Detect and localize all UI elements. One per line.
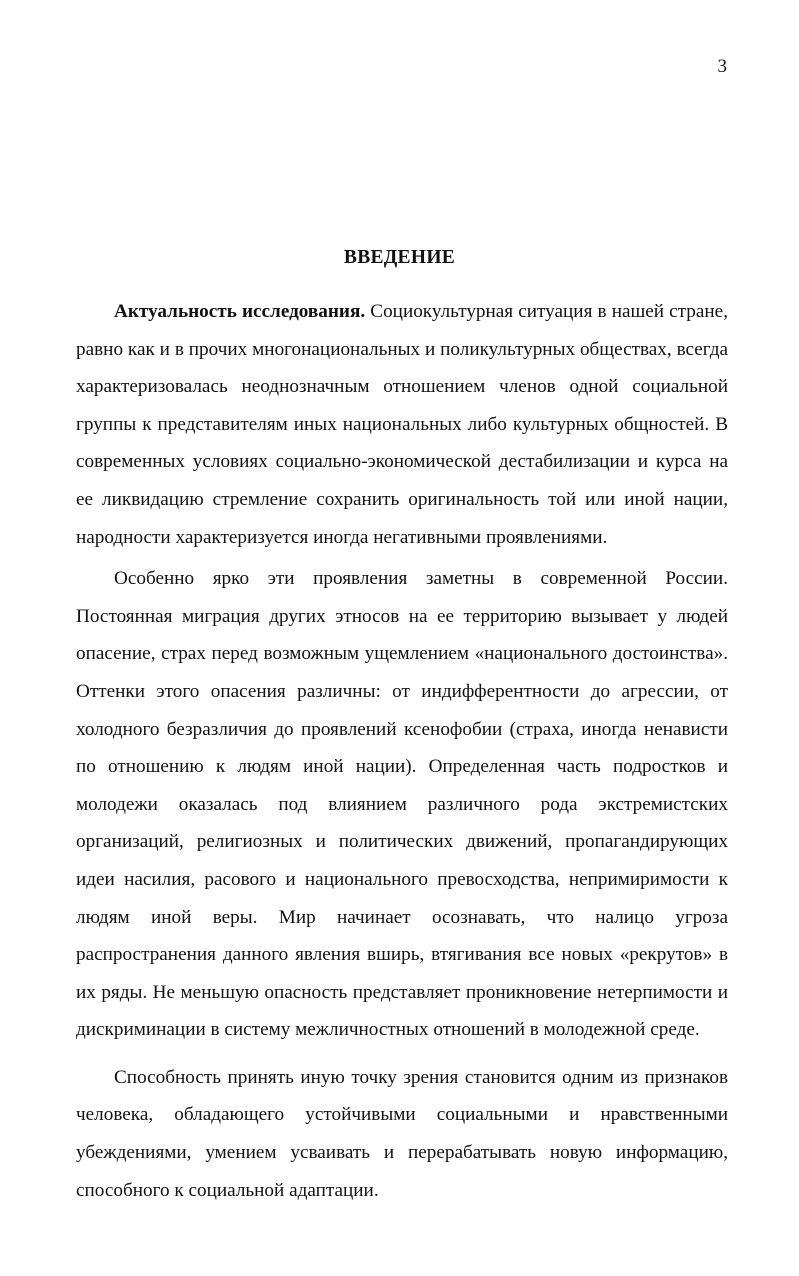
paragraph-ability: Способность принять иную точку зрения становится одним из признаков человека, обладающего устойчивыми социальными и нравственными убеждениями, умением усваивать и перерабатывать новую информацию, способного к социальной адаптации. bbox=[76, 1066, 728, 1201]
paragraph-text: Социокультурная ситуация в нашей стране, равно как и в прочих многонациональных и поликультурных обществах, всегда характеризовалась неоднозначным отношением членов одной социальной группы к представителям иных национальных либо культурных общностей. В современных условиях социально-экономической дестабилизации и курса на ее ликвидацию стремление сохранить оригинальность той или иной нации, народности характеризуется иногда негативными проявлениями. bbox=[76, 301, 728, 548]
paragraph-lead: Актуальность исследования. bbox=[114, 301, 366, 322]
section-heading: ВВЕДЕНИЕ bbox=[343, 247, 456, 268]
body-text bbox=[76, 293, 728, 1209]
page-number: 3 bbox=[717, 56, 727, 77]
paragraph-relevance bbox=[76, 293, 728, 556]
paragraph-russia: Особенно ярко эти проявления заметны в современной России. Постоянная миграция других этносов на ее территорию вызывает у людей опасение, страх перед возможным ущемлением «национального достоинства». Оттенки этого опасения различны: от индифферентности до агрессии, от холодного безразличия до проявлений ксенофобии (страха, иногда ненависти по отношению к людям иной нации). Определенная часть подростков и молодежи оказалась под влиянием различного рода экстремистских организаций, религиозных и политических движений, пропагандирующих идеи насилия, расового и национального превосходства, непримиримости к людям иной веры. Мир начинает осознавать, что налицо угроза распространения данного явления вширь, втягивания все новых «рекрутов» в их ряды. Не меньшую опасность представляет проникновение нетерпимости и дискриминации в систему межличностных отношений в молодежной среде. bbox=[76, 568, 728, 1041]
